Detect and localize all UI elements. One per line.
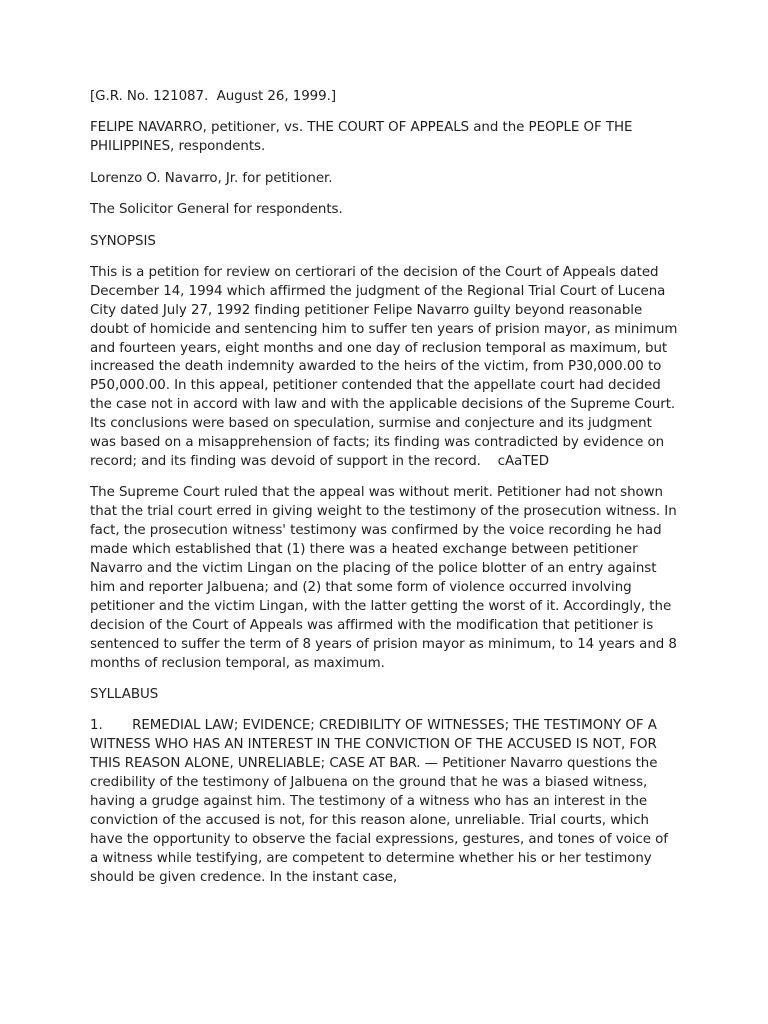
counsel-respondents: The Solicitor General for respondents.	[90, 202, 343, 218]
counsel-petitioner: Lorenzo O. Navarro, Jr. for petitioner.	[90, 170, 333, 186]
case-parties: FELIPE NAVARRO, petitioner, vs. THE COURT OF APPEALS and the PEOPLE OF THE PHILIPPINES, respondents.	[90, 120, 637, 155]
synopsis-paragraph: This is a petition for review on certiorari of the decision of the Court of Appeals dated December 14, 1994 which affirmed the judgment of the Regional Trial Court of Lucena City dated July 27, 1992 finding petitioner Felipe Navarro guilty beyond reasonable doubt of homicide and sentencing him to suffer ten years of prision mayor, as minimum and fourteen years, eight months and one day of reclusion temporal as maximum, but increased the death indemnity awarded to the heirs of the victim, from P30,000.00 to P50,000.00. In this appeal, petitioner contended that the appellate court had decided the case not in accord with law and with the applicable decisions of the Supreme Court. Its conclusions were based on speculation, surmise and conjecture and its judgment was based on a misapprehension of facts; its finding was contradicted by evidence on record; and its finding was devoid of support in the record. cAaTED	[90, 264, 682, 469]
syllabus-item: 1. REMEDIAL LAW; EVIDENCE; CREDIBILITY OF WITNESSES; THE TESTIMONY OF A WITNESS WHO HAS AN INTEREST IN THE CONVICTION OF THE ACCUSED IS NOT, FOR THIS REASON ALONE, UNRELIABLE; CASE AT BAR. — Petitioner Navarro questions the credibility of the testimony of Jalbuena on the ground that he was a biased witness, having a grudge against him. The testimony of a witness who has an interest in the conviction of the accused is not, for this reason alone, unreliable. Trial courts, which have the opportunity to observe the facial expressions, gestures, and tones of voice of a witness while testifying, are competent to determine whether his or her testimony should be given credence. In the instant case,	[90, 718, 673, 885]
case-number: [G.R. No. 121087. August 26, 1999.]	[90, 89, 336, 104]
synopsis-heading: SYNOPSIS	[90, 233, 156, 249]
synopsis-paragraph: The Supreme Court ruled that the appeal was without merit. Petitioner had not shown that the trial court erred in giving weight to the testimony of the prosecution witness. In fact, the prosecution witness' testimony was confirmed by the voice recording he had made which established that (1) there was a heated exchange between petitioner Navarro and the victim Lingan on the placing of the police blotter of an entry against him and reporter Jalbuena; and (2) that some form of violence occurred involving petitioner and the victim Lingan, with the latter getting the worst of it. Accordingly, the decision of the Court of Appeals was affirmed with the modification that petitioner is sentenced to suffer the term of 8 years of prision mayor as minimum, to 14 years and 8 months of reclusion temporal, as maximum.	[90, 485, 682, 671]
document-body	[90, 88, 680, 900]
syllabus-heading: SYLLABUS	[90, 686, 159, 702]
